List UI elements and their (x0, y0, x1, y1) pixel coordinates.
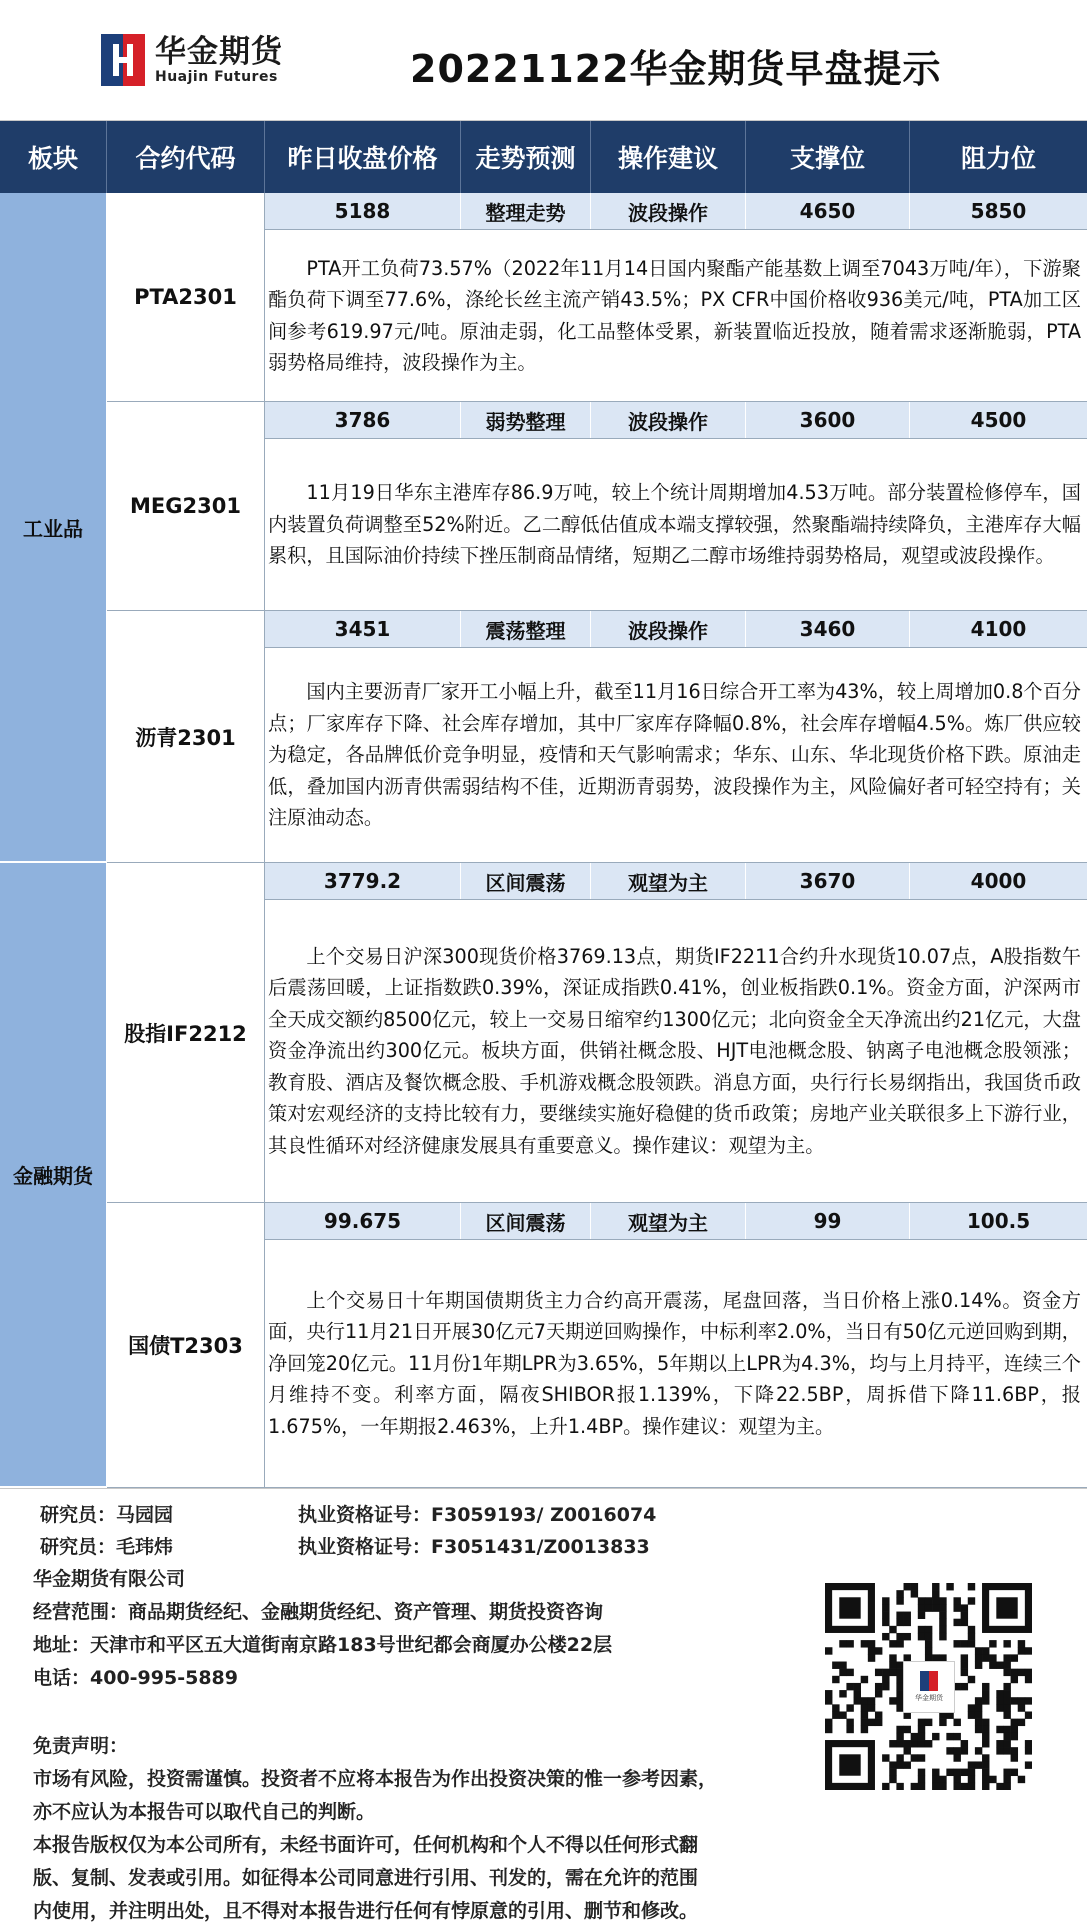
commentary-cell (265, 439, 1087, 611)
disclaimer-title: 免责声明： (33, 1735, 129, 1757)
logo-mark-icon (920, 1671, 938, 1691)
advice-cell: 波段操作 (591, 402, 746, 438)
trend-cell: 震荡整理 (461, 611, 591, 647)
sector-cell-industrial: 工业品 (0, 193, 107, 863)
company-name: 华金期货有限公司 (33, 1568, 186, 1590)
researcher-certificate: 执业资格证号：F3051431/Z0013833 (298, 1536, 650, 1558)
support-cell: 3600 (746, 402, 910, 438)
researcher-certificate: 执业资格证号：F3059193/ Z0016074 (298, 1504, 657, 1526)
trend-cell: 区间震荡 (461, 1203, 591, 1239)
table-row-values (265, 1203, 1087, 1240)
advice-cell: 观望为主 (591, 1203, 746, 1239)
commentary-text: PTA开工负荷73.57%（2022年11月14日国内聚酯产能基数上调至7043万吨/年），下游聚酯负荷下调至77.6%，涤纶长丝主流产销43.5%；PX CFR中国价格收936美元/吨，PTA加工区间参考619.97元/吨。原油走弱，化工品整体受累，新装置临近投放，随着需求逐渐脆弱，PTA弱势格局维持，波段操作为主。 (268, 256, 1081, 374)
disclaimer-line: 版、复制、发表或引用。如征得本公司同意进行引用、刊发的，需在允许的范围 (33, 1867, 699, 1889)
commentary-text: 11月19日华东主港库存86.9万吨，较上个统计周期增加4.53万吨。部分装置检修停车，国内装置负荷调整至52%附近。乙二醇低估值成本端支撑较强，然聚酯端持续降负，主港库存大幅累积，且国际油价持续下挫压制商品情绪，短期乙二醇市场维持弱势格局，观望或波段操作。 (268, 481, 1081, 568)
column-header-code: 合约代码 (107, 121, 265, 193)
column-header-resistance: 阻力位 (960, 144, 1036, 173)
trend-cell: 弱势整理 (461, 402, 591, 438)
resistance-cell: 4500 (970, 408, 1027, 432)
qr-logo-caption: 华金期货 (915, 1694, 943, 1702)
table-row-values (265, 193, 1087, 230)
company-address: 地址：天津市和平区五大道街南京路183号世纪都会商厦办公楼22层 (33, 1634, 613, 1656)
business-scope: 经营范围：商品期货经纪、金融期货经纪、资产管理、期货投资咨询 (33, 1601, 604, 1623)
resistance-cell: 4100 (970, 617, 1027, 641)
advice-cell: 观望为主 (591, 863, 746, 899)
support-cell: 4650 (746, 193, 910, 229)
close-price-cell: 3779.2 (265, 863, 461, 899)
table-row-values (265, 611, 1087, 648)
trend-cell: 区间震荡 (461, 863, 591, 899)
support-cell: 99 (746, 1203, 910, 1239)
support-cell: 3460 (746, 611, 910, 647)
logo-mark-icon (101, 34, 145, 86)
commentary-text: 上个交易日十年期国债期货主力合约高开震荡，尾盘回落，当日价格上涨0.14%。资金方面，央行11月21日开展30亿元7天期逆回购操作，中标利率2.0%，当日有50亿元逆回购到期，净回笼20亿元。11月份1年期LPR为3.65%，5年期以上LPR为4.3%，均与上月持平，连续三个月维持不变。利率方面，隔夜SHIBOR报1.139%，下降22.5BP，周拆借下降11.6BP，报1.675%，一年期报2.463%，上升1.4BP。操作建议：观望为主。 (268, 1288, 1081, 1438)
advice-cell: 波段操作 (591, 611, 746, 647)
column-header-support: 支撑位 (746, 121, 910, 193)
resistance-cell: 5850 (970, 199, 1027, 223)
commentary-text: 上个交易日沪深300现货价格3769.13点，期货IF2211合约升水现货10.07点，A股指数午后震荡回暖，上证指数跌0.39%，深证成指跌0.41%，创业板指跌0.1%。资金方面，沪深两市全天成交额约8500亿元，较上一交易日缩窄约1300亿元；北向资金全天净流出约21亿元，大盘资金净流出约300亿元。板块方面，供销社概念股、HJT电池概念股、钠离子电池概念股领涨；教育股、酒店及餐饮概念股、手机游戏概念股领跌。消息方面，央行行长易纲指出，我国货币政策对宏观经济的支持比较有力，要继续实施好稳健的货币政策；房地产业关联很多上下游行业，其良性循环对经济健康发展具有重要意义。操作建议：观望为主。 (268, 944, 1081, 1157)
disclaimer-line: 市场有风险，投资需谨慎。投资者不应将本报告为作出投资决策的惟一参考因素， (33, 1768, 718, 1790)
advice-cell: 波段操作 (591, 193, 746, 229)
researcher-name: 研究员：毛玮炜 (40, 1536, 174, 1558)
disclaimer-line: 内使用，并注明出处，且不得对本报告进行任何有悖原意的引用、删节和修改。 (33, 1900, 699, 1922)
close-price-cell: 99.675 (265, 1203, 461, 1239)
table-row-values (265, 402, 1087, 439)
qr-code-image (825, 1583, 1032, 1790)
close-price-cell: 3451 (265, 611, 461, 647)
contract-code-cell: 国债T2303 (107, 1203, 265, 1488)
table-header-row (0, 121, 1087, 193)
logo-english-name: Huajin Futures (155, 69, 278, 85)
company-phone: 电话：400-995-5889 (33, 1667, 238, 1689)
column-header-sector: 板块 (0, 121, 107, 193)
commentary-text: 国内主要沥青厂家开工小幅上升，截至11月16日综合开工率为43%，较上周增加0.8个百分点；厂家库存下降、社会库存增加，其中厂家库存降幅0.8%，社会库存增幅4.5%。炼厂供应较为稳定，各品牌低价竞争明显，疫情和天气影响需求；华东、山东、华北现货价格下跌。原油走低，叠加国内沥青供需弱结构不佳，近期沥青弱势，波段操作为主，风险偏好者可轻空持有；关注原油动态。 (268, 680, 1081, 830)
contract-code-cell: MEG2301 (107, 402, 265, 611)
researcher-name: 研究员：马园园 (40, 1504, 174, 1526)
disclaimer-line: 本报告版权仅为本公司所有，未经书面许可，任何机构和个人不得以任何形式翻 (33, 1834, 699, 1856)
commentary-cell (265, 648, 1087, 863)
column-header-close: 昨日收盘价格 (265, 121, 461, 193)
company-logo (101, 32, 291, 88)
contract-code-cell: 股指IF2212 (107, 863, 265, 1203)
logo-chinese-name: 华金期货 (155, 34, 283, 70)
contract-code-cell: PTA2301 (107, 193, 265, 402)
report-title: 20221122华金期货早盘提示 (410, 47, 942, 91)
table-row-values (265, 863, 1087, 900)
close-price-cell: 5188 (265, 193, 461, 229)
qr-logo-badge (903, 1661, 955, 1713)
report-header (0, 0, 1087, 121)
column-header-trend: 走势预测 (461, 121, 591, 193)
resistance-cell: 100.5 (966, 1209, 1031, 1233)
disclaimer-line: 亦不应认为本报告可以取代自己的判断。 (33, 1801, 376, 1823)
commentary-cell (265, 900, 1087, 1203)
resistance-cell: 4000 (970, 869, 1027, 893)
commentary-cell (265, 1240, 1087, 1488)
commentary-cell (265, 230, 1087, 402)
contract-code-cell: 沥青2301 (107, 611, 265, 863)
support-cell: 3670 (746, 863, 910, 899)
column-header-advice: 操作建议 (591, 121, 746, 193)
close-price-cell: 3786 (265, 402, 461, 438)
trend-cell: 整理走势 (461, 193, 591, 229)
sector-cell-financial: 金融期货 (0, 863, 107, 1488)
